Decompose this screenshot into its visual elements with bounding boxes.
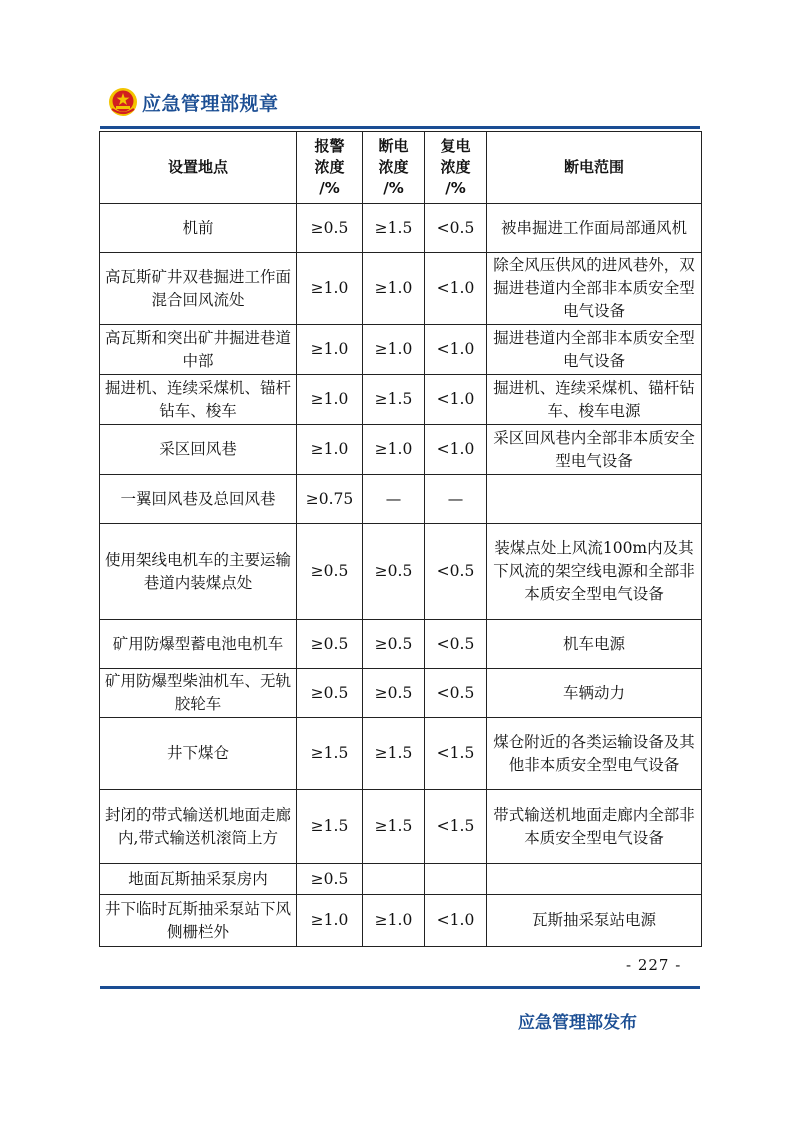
header-restore-concentration: 复电 浓度 /% (425, 132, 487, 204)
cell-restore: <1.0 (425, 375, 487, 425)
cell-location: 一翼回风巷及总回风巷 (100, 475, 297, 524)
cell-restore: — (425, 475, 487, 524)
table-row (100, 375, 702, 425)
gas-monitoring-table (99, 131, 702, 947)
cell-scope (487, 864, 702, 895)
table-row (100, 425, 702, 475)
cell-restore: <1.0 (425, 253, 487, 325)
cell-location: 封闭的带式输送机地面走廊内,带式输送机滚筒上方 (100, 790, 297, 864)
cell-alarm: ≥1.0 (297, 895, 363, 947)
cell-alarm: ≥1.5 (297, 790, 363, 864)
cell-scope: 采区回风巷内全部非本质安全型电气设备 (487, 425, 702, 475)
cell-location: 井下煤仓 (100, 718, 297, 790)
cell-restore: <0.5 (425, 204, 487, 253)
cell-alarm: ≥0.5 (297, 864, 363, 895)
cell-location: 采区回风巷 (100, 425, 297, 475)
table-row (100, 253, 702, 325)
cell-alarm: ≥0.5 (297, 669, 363, 718)
table-row (100, 790, 702, 864)
cell-cutoff: ≥1.0 (363, 325, 425, 375)
cell-restore: <1.0 (425, 425, 487, 475)
header-alarm-concentration: 报警 浓度 /% (297, 132, 363, 204)
cell-restore: <1.5 (425, 718, 487, 790)
table-row (100, 204, 702, 253)
cell-cutoff: ≥1.5 (363, 790, 425, 864)
cell-cutoff: ≥1.5 (363, 375, 425, 425)
cell-location: 矿用防爆型柴油机车、无轨胶轮车 (100, 669, 297, 718)
cell-alarm: ≥1.0 (297, 253, 363, 325)
header-divider (100, 126, 700, 129)
cell-cutoff: ≥0.5 (363, 669, 425, 718)
cell-location: 使用架线电机车的主要运输巷道内装煤点处 (100, 524, 297, 620)
cell-cutoff: ≥1.0 (363, 895, 425, 947)
cell-cutoff: ≥1.5 (363, 204, 425, 253)
cell-cutoff: — (363, 475, 425, 524)
cell-scope: 掘进巷道内全部非本质安全型电气设备 (487, 325, 702, 375)
cell-scope (487, 475, 702, 524)
cell-location: 高瓦斯矿井双巷掘进工作面混合回风流处 (100, 253, 297, 325)
cell-scope: 装煤点处上风流100m内及其下风流的架空线电源和全部非本质安全型电气设备 (487, 524, 702, 620)
cell-alarm: ≥0.5 (297, 204, 363, 253)
table-row (100, 325, 702, 375)
cell-location: 高瓦斯和突出矿井掘进巷道中部 (100, 325, 297, 375)
cell-scope: 瓦斯抽采泵站电源 (487, 895, 702, 947)
table-row (100, 895, 702, 947)
cell-location: 矿用防爆型蓄电池电机车 (100, 620, 297, 669)
table-row (100, 718, 702, 790)
footer-publisher: 应急管理部发布 (518, 1013, 637, 1033)
cell-restore: <0.5 (425, 620, 487, 669)
footer-divider (100, 986, 700, 989)
cell-scope: 煤仓附近的各类运输设备及其他非本质安全型电气设备 (487, 718, 702, 790)
cell-alarm: ≥1.0 (297, 325, 363, 375)
cell-location: 掘进机、连续采煤机、锚杆钻车、梭车 (100, 375, 297, 425)
cell-cutoff (363, 864, 425, 895)
cell-cutoff: ≥1.0 (363, 425, 425, 475)
cell-alarm: ≥1.0 (297, 425, 363, 475)
table-row (100, 669, 702, 718)
cell-location: 地面瓦斯抽采泵房内 (100, 864, 297, 895)
table-row (100, 475, 702, 524)
cell-cutoff: ≥0.5 (363, 620, 425, 669)
cell-restore: <1.5 (425, 790, 487, 864)
national-emblem-icon (108, 87, 138, 117)
cell-restore: <0.5 (425, 524, 487, 620)
cell-restore: <1.0 (425, 895, 487, 947)
cell-scope: 掘进机、连续采煤机、锚杆钻车、梭车电源 (487, 375, 702, 425)
cell-alarm: ≥1.0 (297, 375, 363, 425)
table-row (100, 524, 702, 620)
cell-location: 井下临时瓦斯抽采泵站下风侧栅栏外 (100, 895, 297, 947)
header-cutoff-concentration: 断电 浓度 /% (363, 132, 425, 204)
page-number: - 227 - (626, 956, 682, 974)
cell-scope: 除全风压供风的进风巷外，双掘进巷道内全部非本质安全型电气设备 (487, 253, 702, 325)
cell-scope: 机车电源 (487, 620, 702, 669)
cell-scope: 被串掘进工作面局部通风机 (487, 204, 702, 253)
table-header-row (100, 132, 702, 204)
cell-alarm: ≥1.5 (297, 718, 363, 790)
page-header (108, 84, 279, 120)
header-location: 设置地点 (100, 132, 297, 204)
cell-alarm: ≥0.5 (297, 620, 363, 669)
cell-cutoff: ≥0.5 (363, 524, 425, 620)
header-title: 应急管理部规章 (142, 92, 279, 115)
cell-restore: <1.0 (425, 325, 487, 375)
cell-cutoff: ≥1.5 (363, 718, 425, 790)
cell-alarm: ≥0.75 (297, 475, 363, 524)
cell-cutoff: ≥1.0 (363, 253, 425, 325)
table-row (100, 864, 702, 895)
cell-scope: 带式输送机地面走廊内全部非本质安全型电气设备 (487, 790, 702, 864)
cell-location: 机前 (100, 204, 297, 253)
table-row (100, 620, 702, 669)
cell-restore (425, 864, 487, 895)
header-cutoff-scope: 断电范围 (487, 132, 702, 204)
cell-restore: <0.5 (425, 669, 487, 718)
cell-alarm: ≥0.5 (297, 524, 363, 620)
cell-scope: 车辆动力 (487, 669, 702, 718)
